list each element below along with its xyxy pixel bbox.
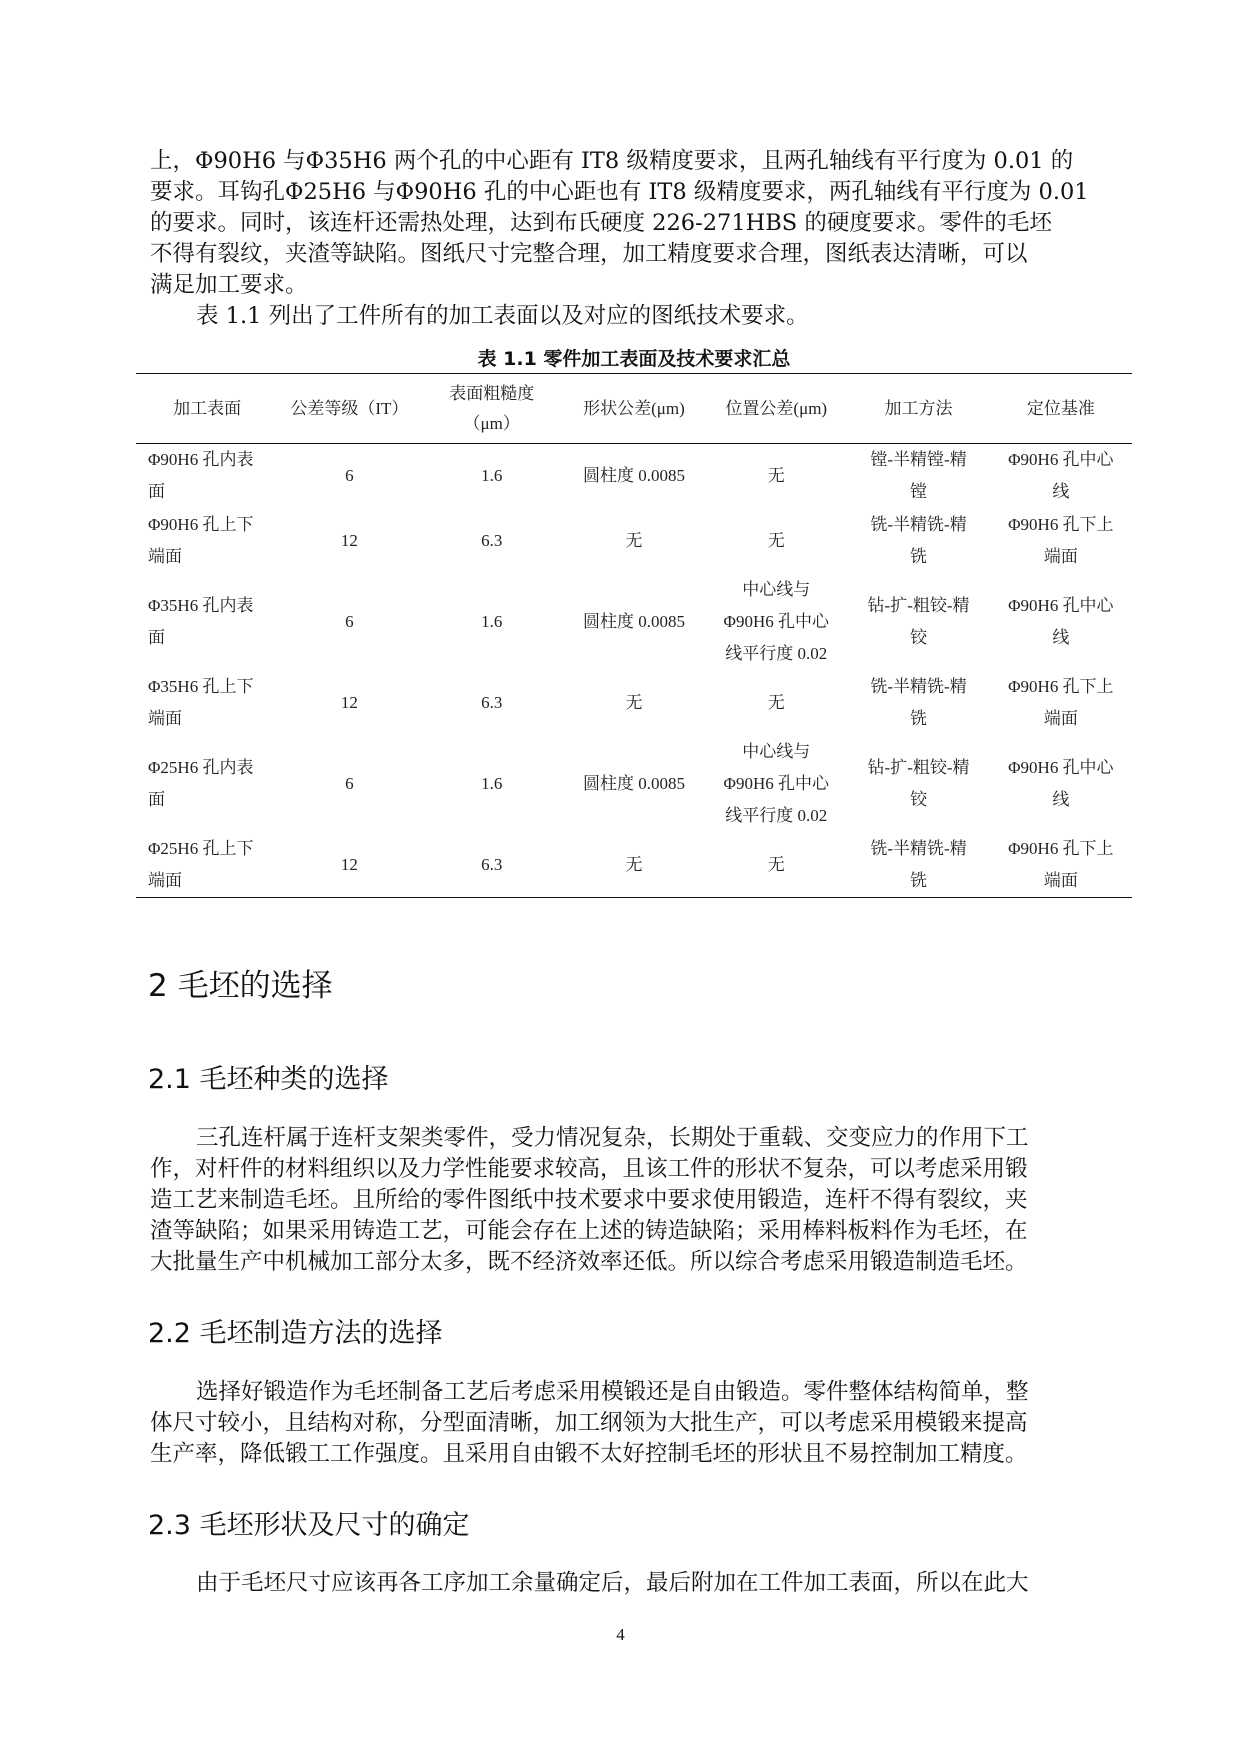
cell-method: 钻-扩-粗铰-精 铰 <box>867 596 970 647</box>
cell-roughness: 1.6 <box>481 612 503 631</box>
text-line: 大批量生产中机械加工部分太多，既不经济效率还低。所以综合考虑采用锻造制造毛坯。 <box>150 1249 1028 1275</box>
table-row <box>136 574 1132 671</box>
cell-form: 圆柱度 0.0085 <box>582 466 685 486</box>
cell-datum: Φ90H6 孔中心 线 <box>1008 758 1114 809</box>
text-line: 选择好锻造作为毛坯制备工艺后考虑采用模锻还是自由锻造。零件整体结构简单，整 <box>196 1379 1029 1405</box>
page-number: 4 <box>616 1625 625 1644</box>
cell-datum: Φ90H6 孔下上 端面 <box>1008 677 1114 728</box>
cell-form: 无 <box>625 531 643 550</box>
section-heading-2-2: 2.2 毛坯制造方法的选择 <box>148 1318 443 1349</box>
section-heading-2-1: 2.1 毛坯种类的选择 <box>148 1064 389 1095</box>
cell-datum: Φ90H6 孔下上 端面 <box>1008 838 1114 890</box>
cell-method: 镗-半精镗-精 镗 <box>870 450 967 502</box>
cell-datum: Φ90H6 孔下上 端面 <box>1008 515 1114 566</box>
cell-it: 6 <box>345 612 354 631</box>
cell-it: 12 <box>340 531 358 550</box>
cell-form: 无 <box>625 854 643 874</box>
cell-it: 6 <box>345 774 354 793</box>
cell-roughness: 6.3 <box>481 693 503 712</box>
cell-surface: Φ35H6 孔内表 面 <box>148 596 254 647</box>
text-line: 上，Φ90H6 与Φ35H6 两个孔的中心距有 IT8 级精度要求，且两孔轴线有平行度为 0.01 的 <box>150 148 1074 174</box>
header-datum: 定位基准 <box>1026 398 1095 418</box>
cell-surface: Φ90H6 孔内表 面 <box>148 450 254 502</box>
cell-roughness: 1.6 <box>481 466 503 486</box>
section-2-3-paragraph <box>150 1568 1120 1599</box>
text-line: 满足加工要求。 <box>150 272 308 298</box>
cell-position: 无 <box>767 531 785 550</box>
cell-datum: Φ90H6 孔中心 线 <box>1008 450 1114 502</box>
cell-method: 铣-半精铣-精 铣 <box>870 677 967 728</box>
cell-position: 无 <box>767 854 785 874</box>
cell-form: 圆柱度 0.0085 <box>582 612 685 631</box>
header-tolerance-grade: 公差等级（IT） <box>290 398 409 418</box>
cell-method: 铣-半精铣-精 铣 <box>870 515 967 566</box>
text-line: 的要求。同时，该连杆还需热处理，达到布氏硬度 226-271HBS 的硬度要求。零件的毛坯 <box>150 210 1052 236</box>
text-line: 体尺寸较小，且结构对称，分型面清晰，加工纲领为大批生产，可以考虑采用模锻来提高 <box>150 1410 1028 1436</box>
cell-surface: Φ25H6 孔上下 端面 <box>148 838 254 890</box>
header-surface: 加工表面 <box>173 398 242 418</box>
cell-surface: Φ35H6 孔上下 端面 <box>148 677 254 728</box>
header-roughness: 表面粗糙度 （μm） <box>449 383 535 433</box>
cell-roughness: 6.3 <box>481 854 503 874</box>
header-method: 加工方法 <box>884 398 953 418</box>
cell-form: 无 <box>625 693 643 712</box>
header-position-tolerance: 位置公差(μm) <box>725 398 828 418</box>
text-line: 造工艺来制造毛坯。且所给的零件图纸中技术要求中要求使用锻造，连杆不得有裂纹，夹 <box>150 1187 1028 1213</box>
text-line: 渣等缺陷；如果采用铸造工艺，可能会存在上述的铸造缺陷；采用棒料板料作为毛坯，在 <box>150 1218 1028 1244</box>
text-line: 作，对杆件的材料组织以及力学性能要求较高，且该工件的形状不复杂，可以考虑采用锻 <box>150 1156 1028 1182</box>
machining-requirements-table <box>136 373 1132 898</box>
text-line: 生产率，降低锻工工作强度。且采用自由锻不太好控制毛坯的形状且不易控制加工精度。 <box>150 1441 1028 1467</box>
cell-roughness: 1.6 <box>481 774 503 793</box>
cell-surface: Φ90H6 孔上下 端面 <box>148 515 254 566</box>
chapter-heading: 2 毛坯的选择 <box>148 968 333 1004</box>
table-caption: 表 1.1 零件加工表面及技术要求汇总 <box>477 348 791 370</box>
cell-position: 无 <box>767 693 785 712</box>
table-row <box>136 736 1132 833</box>
intro-paragraph <box>150 146 1120 332</box>
section-2-1-paragraph <box>150 1123 1120 1278</box>
table-row <box>136 509 1132 574</box>
section-heading-2-3: 2.3 毛坯形状及尺寸的确定 <box>148 1510 470 1541</box>
table-row <box>136 444 1132 509</box>
table-row <box>136 671 1132 736</box>
cell-it: 6 <box>345 466 354 486</box>
table-reference-line: 表 1.1 列出了工件所有的加工表面以及对应的图纸技术要求。 <box>196 303 809 329</box>
cell-position: 无 <box>767 466 785 486</box>
text-line: 要求。耳钩孔Φ25H6 与Φ90H6 孔的中心距也有 IT8 级精度要求，两孔轴线有平行度为 0.01 <box>150 179 1089 205</box>
cell-method: 钻-扩-粗铰-精 铰 <box>867 758 970 809</box>
table-header-row <box>136 374 1132 444</box>
table-row <box>136 833 1132 898</box>
text-line: 不得有裂纹，夹渣等缺陷。图纸尺寸完整合理，加工精度要求合理，图纸表达清晰，可以 <box>150 241 1028 267</box>
cell-it: 12 <box>340 693 358 712</box>
cell-position: 中心线与 Φ90H6 孔中心 线平行度 0.02 <box>723 580 829 663</box>
cell-form: 圆柱度 0.0085 <box>582 774 685 793</box>
cell-position: 中心线与 Φ90H6 孔中心 线平行度 0.02 <box>723 742 829 825</box>
cell-method: 铣-半精铣-精 铣 <box>870 838 967 890</box>
cell-it: 12 <box>340 854 358 874</box>
text-line: 三孔连杆属于连杆支架类零件，受力情况复杂，长期处于重载、交变应力的作用下工 <box>196 1125 1029 1151</box>
text-line: 由于毛坯尺寸应该再各工序加工余量确定后，最后附加在工件加工表面，所以在此大 <box>196 1570 1029 1596</box>
cell-datum: Φ90H6 孔中心 线 <box>1008 596 1114 647</box>
cell-roughness: 6.3 <box>481 531 503 550</box>
header-form-tolerance: 形状公差(μm) <box>583 398 685 418</box>
section-2-2-paragraph <box>150 1377 1120 1470</box>
cell-surface: Φ25H6 孔内表 面 <box>148 758 254 809</box>
